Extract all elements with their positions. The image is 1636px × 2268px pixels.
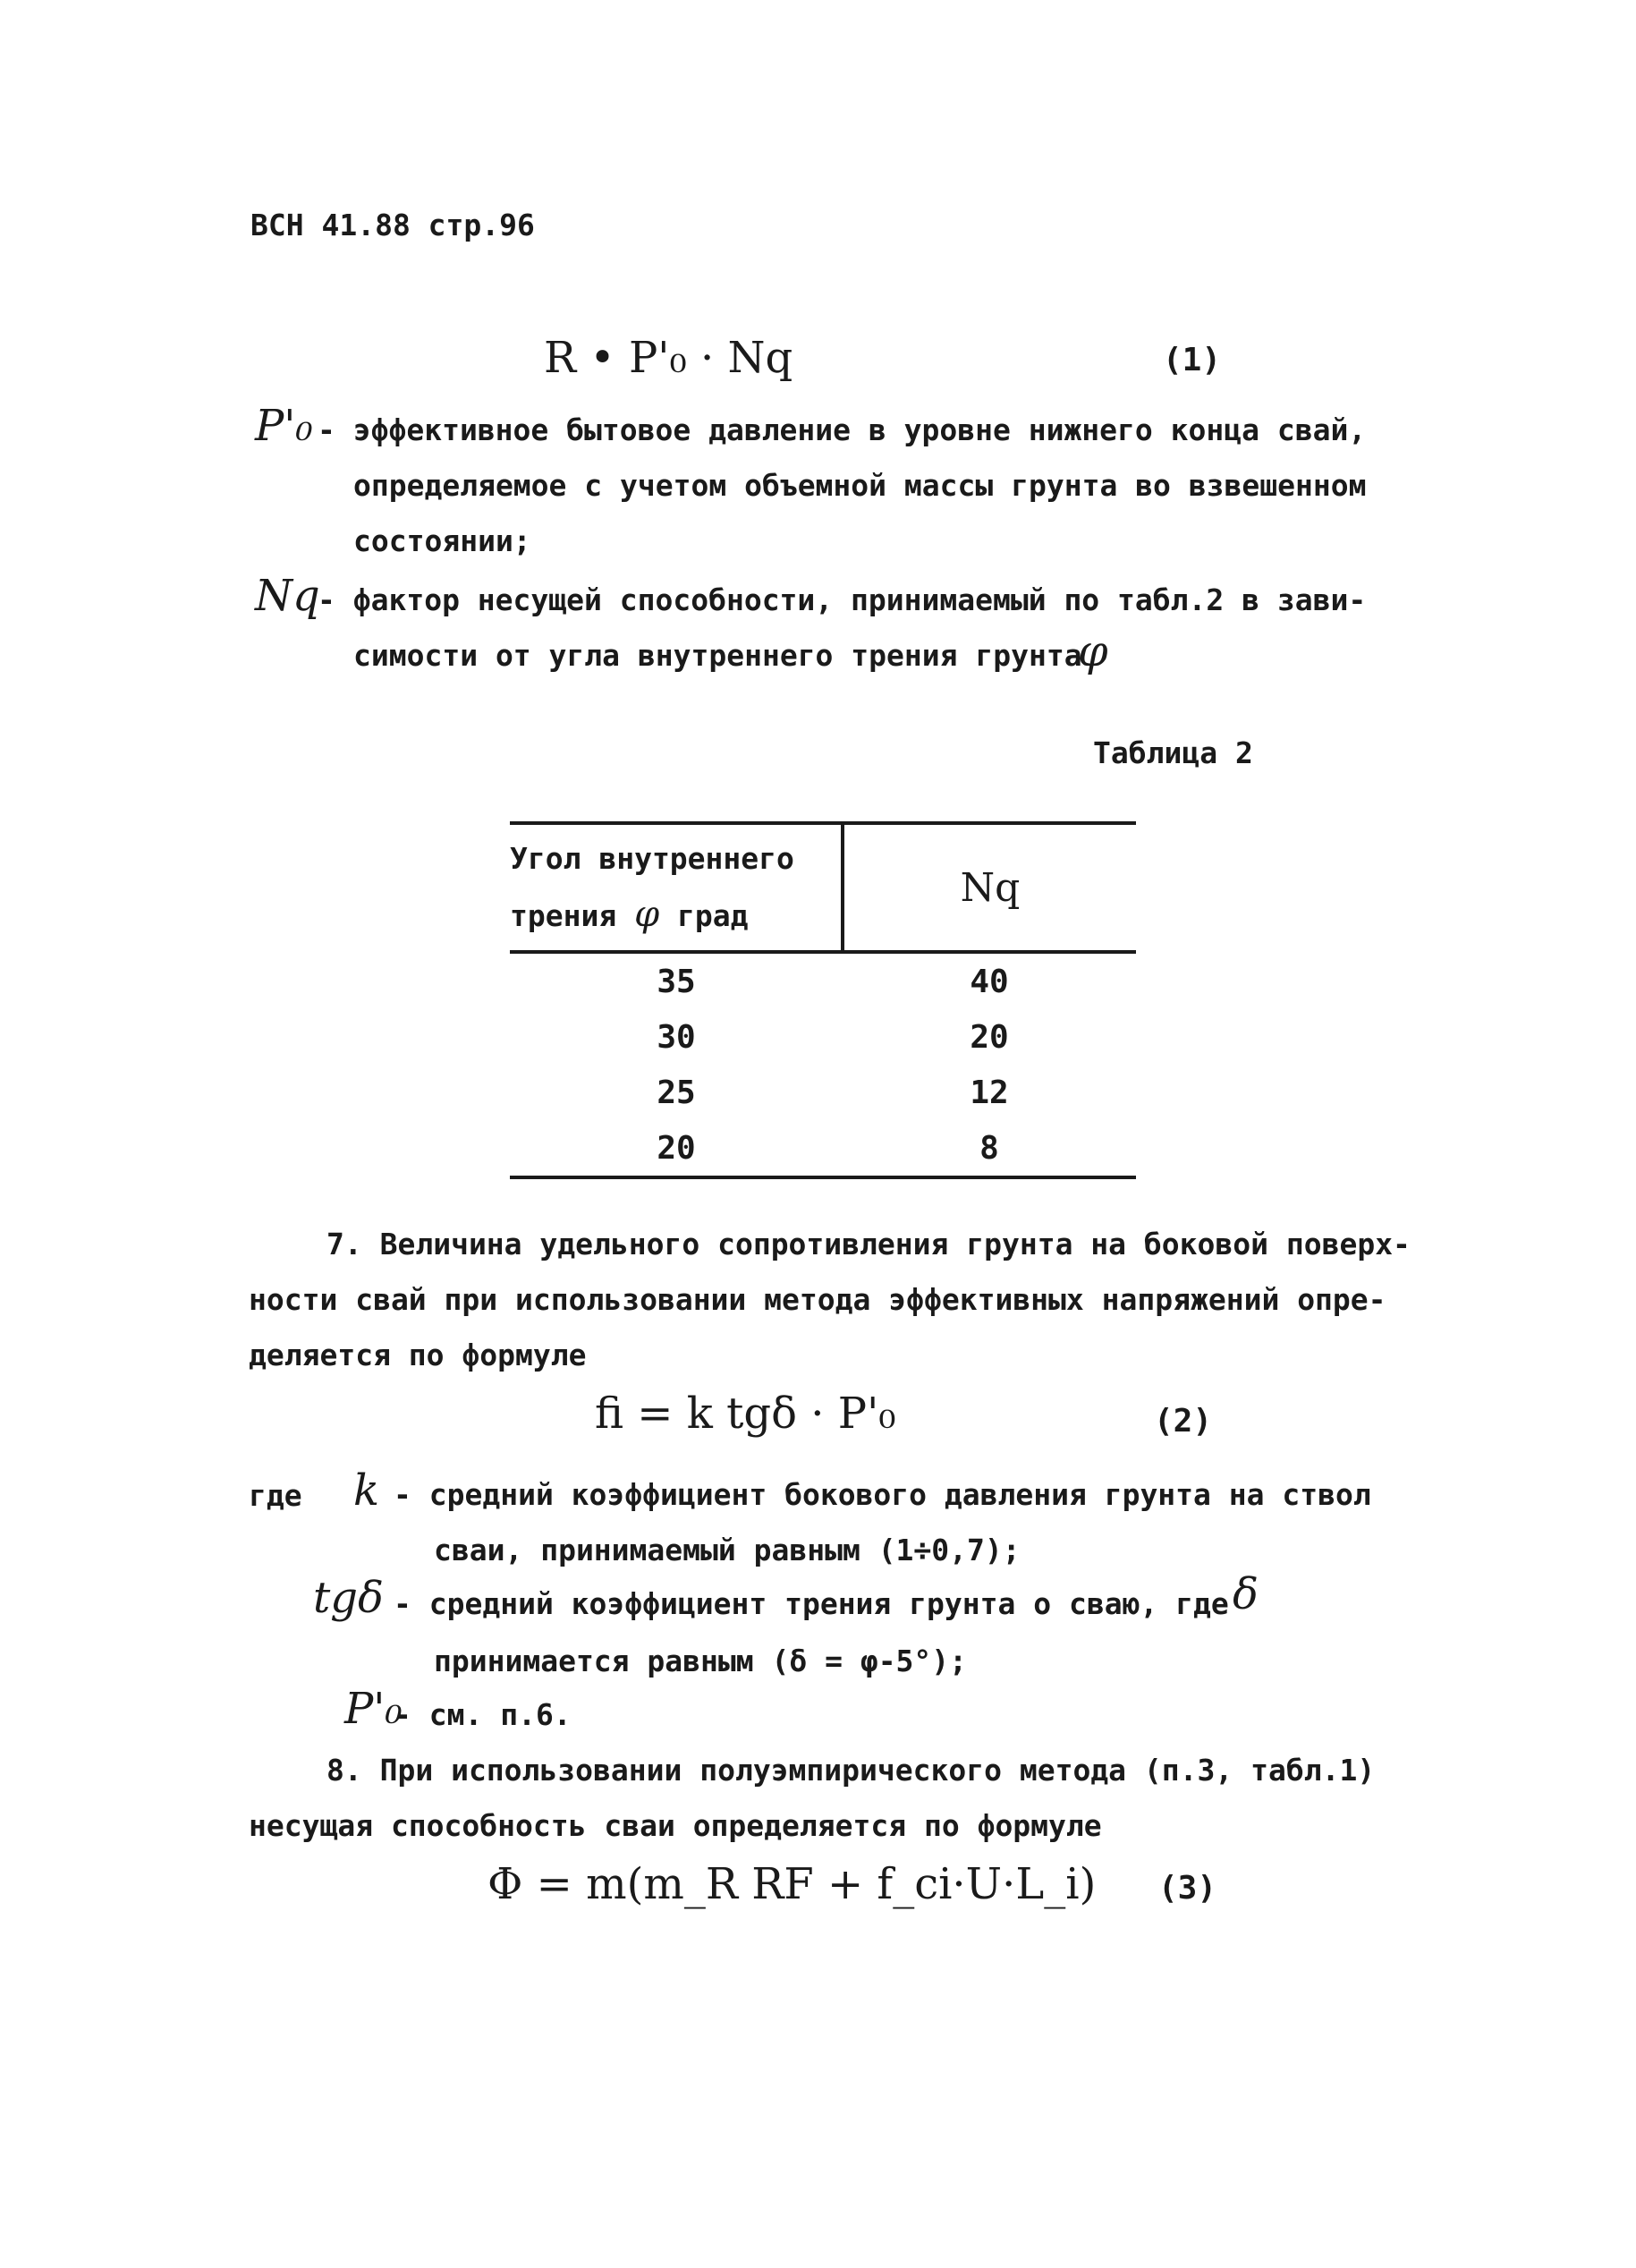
table-cell-angle: 30 xyxy=(657,1018,696,1056)
phi-symbol: φ xyxy=(1078,626,1108,676)
page-header: ВСН 41.88 стр.96 xyxy=(250,208,535,242)
table-row xyxy=(510,1065,1136,1120)
table-cell-nq: 12 xyxy=(970,1074,1009,1111)
def-k-symbol: k xyxy=(353,1465,380,1516)
def-tg-symbol: tgδ xyxy=(313,1573,384,1623)
table-caption: Таблица 2 xyxy=(1093,735,1253,770)
formula-3-number: (3) xyxy=(1158,1870,1217,1907)
para-8-line-2: несущая способность сваи определяется по формуле xyxy=(249,1808,1102,1843)
def-p0-line-3: состоянии; xyxy=(353,523,531,558)
para-7-line-3: деляется по формуле xyxy=(249,1338,587,1372)
formula-2: fi = k tgδ · P'₀ xyxy=(595,1389,896,1439)
formula-1-number: (1) xyxy=(1163,342,1222,378)
table-cell-angle: 20 xyxy=(657,1129,696,1167)
def-tg-line-2: принимается равным (δ = φ-5°); xyxy=(434,1644,968,1678)
def-tg-line-1: - средний коэффициент трения грунта о сваю, где xyxy=(394,1586,1229,1621)
para-7-line-1: 7. Величина удельного сопротивления грунта на боковой поверх- xyxy=(326,1227,1411,1261)
para-8-line-1: 8. При использовании полуэмпирического метода (п.3, табл.1) xyxy=(326,1753,1376,1788)
para-7-line-2: ности свай при использовании метода эффективных напряжений опре- xyxy=(249,1282,1386,1317)
formula-3: Φ = m(m_R RF + f_ci·U·L_i) xyxy=(487,1859,1097,1909)
def-k-line-2: сваи, принимаемый равным (1÷0,7); xyxy=(434,1533,1021,1567)
table-header-nq: Nq xyxy=(960,864,1021,911)
table-row xyxy=(510,1120,1136,1177)
table-header-angle: Угол внутреннего трения φ град xyxy=(510,823,843,952)
table-cell-angle: 25 xyxy=(657,1074,696,1111)
def-p0-symbol: P'₀ xyxy=(255,401,313,451)
def-nq-line-2: симости от угла внутреннего трения грунта xyxy=(353,638,1082,673)
table-row xyxy=(510,952,1136,1009)
table-header-row xyxy=(510,823,1136,952)
def-p0-ref-symbol: P'₀ xyxy=(344,1684,403,1734)
def-p0-line-2: определяемое с учетом объемной массы грунта во взвешенном xyxy=(353,468,1367,503)
phi-symbol: φ xyxy=(634,894,660,935)
def-nq-symbol: Nq xyxy=(255,571,320,621)
formula-1: R • P'₀ · Nq xyxy=(544,333,793,383)
where-label: где xyxy=(249,1478,302,1513)
delta-symbol: δ xyxy=(1233,1569,1259,1619)
table-cell-angle: 35 xyxy=(657,963,696,1000)
def-p0-line-1: - эффективное бытовое давление в уровне нижнего конца свай, xyxy=(318,412,1367,447)
table-cell-nq: 20 xyxy=(970,1018,1009,1056)
table-cell-nq: 40 xyxy=(970,963,1009,1000)
table-row xyxy=(510,1009,1136,1065)
table-cell-nq: 8 xyxy=(979,1129,999,1167)
table-2 xyxy=(510,821,1136,1179)
formula-2-number: (2) xyxy=(1154,1403,1213,1440)
def-k-line-1: - средний коэффициент бокового давления грунта на ствол xyxy=(394,1477,1371,1512)
def-p0-ref-text: - см. п.6. xyxy=(394,1697,572,1732)
def-nq-line-1: - фактор несущей способности, принимаемый по табл.2 в зави- xyxy=(318,582,1367,617)
